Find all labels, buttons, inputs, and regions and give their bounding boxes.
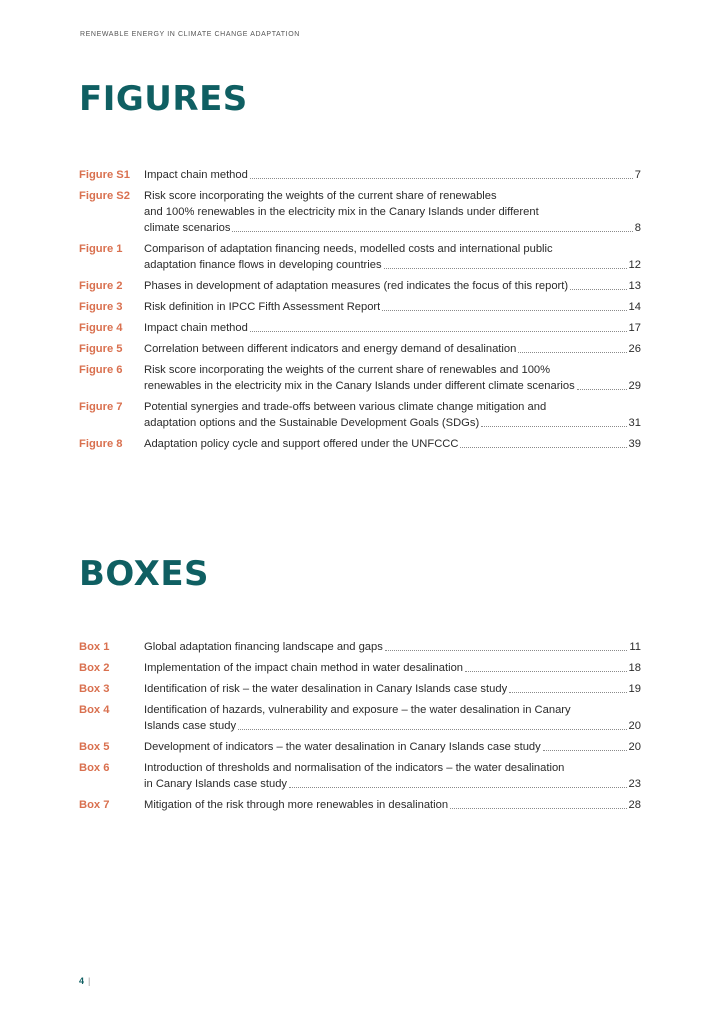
- dot-leader: [509, 692, 626, 693]
- figure-title-line: Correlation between different indicators and energy demand of desalination: [144, 343, 517, 355]
- figure-label: Figure 7: [79, 401, 123, 413]
- box-label: Box 3: [79, 683, 110, 695]
- box-entry[interactable]: [79, 702, 641, 734]
- figure-entry[interactable]: [79, 320, 641, 336]
- figure-label: Figure 3: [79, 301, 123, 313]
- box-page-number: 18: [628, 662, 641, 674]
- box-title-line: Identification of risk – the water desalination in Canary Islands case study: [144, 683, 508, 695]
- box-leader-line: [144, 776, 641, 792]
- figure-page-number: 13: [628, 280, 641, 292]
- dot-leader: [577, 389, 627, 390]
- figures-list: [79, 167, 641, 457]
- figure-page-number: 14: [628, 301, 641, 313]
- figure-entry[interactable]: [79, 167, 641, 183]
- figures-heading: FIGURES: [79, 79, 248, 119]
- box-label: Box 5: [79, 741, 110, 753]
- figure-label: Figure 6: [79, 364, 123, 376]
- figure-leader-line: [144, 378, 641, 394]
- figure-label: Figure 8: [79, 438, 123, 450]
- figure-title-line: Risk score incorporating the weights of the current share of renewables: [144, 190, 497, 202]
- box-page-number: 19: [628, 683, 641, 695]
- dot-leader: [543, 750, 627, 751]
- figure-entry[interactable]: [79, 399, 641, 431]
- box-title: [144, 739, 641, 755]
- figure-title: [144, 399, 641, 431]
- footer-separator: |: [88, 976, 91, 986]
- box-title: [144, 760, 641, 792]
- box-title-line: in Canary Islands case study: [144, 778, 288, 790]
- figure-title-line: Phases in development of adaptation measures (red indicates the focus of this report): [144, 280, 569, 292]
- box-entry[interactable]: [79, 760, 641, 792]
- figure-leader-line: [144, 320, 641, 336]
- figure-leader-line: [144, 341, 641, 357]
- figure-leader-line: [144, 299, 641, 315]
- dot-leader: [385, 650, 628, 651]
- figure-title-line: adaptation options and the Sustainable Development Goals (SDGs): [144, 417, 480, 429]
- figure-title: [144, 320, 641, 336]
- figure-title: [144, 362, 641, 394]
- box-page-number: 20: [628, 741, 641, 753]
- figure-title-line: Potential synergies and trade-offs between various climate change mitigation and: [144, 401, 547, 413]
- box-title-line: Implementation of the impact chain method in water desalination: [144, 662, 464, 674]
- figure-leader-line: [144, 415, 641, 431]
- figure-entry[interactable]: [79, 188, 641, 236]
- figure-title-line: and 100% renewables in the electricity mix in the Canary Islands under different: [144, 206, 539, 218]
- figure-entry[interactable]: [79, 241, 641, 273]
- box-title: [144, 639, 641, 655]
- figure-title-line: Adaptation policy cycle and support offered under the UNFCCC: [144, 438, 459, 450]
- figure-page-number: 26: [628, 343, 641, 355]
- box-entry[interactable]: [79, 660, 641, 676]
- figure-page-number: 39: [628, 438, 641, 450]
- figure-title: [144, 299, 641, 315]
- figure-page-number: 31: [628, 417, 641, 429]
- figure-entry[interactable]: [79, 436, 641, 452]
- figure-title: [144, 278, 641, 294]
- dot-leader: [238, 729, 627, 730]
- dot-leader: [382, 310, 626, 311]
- box-title-line: Introduction of thresholds and normalisation of the indicators – the water desalination: [144, 762, 565, 774]
- box-leader-line: [144, 681, 641, 697]
- box-label: Box 4: [79, 704, 110, 716]
- box-title: [144, 681, 641, 697]
- figure-page-number: 8: [634, 222, 641, 234]
- page-number: 4: [79, 976, 85, 986]
- boxes-heading: BOXES: [79, 554, 210, 594]
- box-entry[interactable]: [79, 797, 641, 813]
- dot-leader: [450, 808, 626, 809]
- figure-title: [144, 241, 641, 273]
- box-leader-line: [144, 639, 641, 655]
- figure-label: Figure 1: [79, 243, 123, 255]
- figure-leader-line: [144, 167, 641, 183]
- page-footer: [79, 976, 90, 986]
- box-leader-line: [144, 739, 641, 755]
- box-leader-line: [144, 797, 641, 813]
- dot-leader: [232, 231, 632, 232]
- box-page-number: 11: [629, 641, 641, 653]
- dot-leader: [465, 671, 627, 672]
- box-entry[interactable]: [79, 739, 641, 755]
- figure-page-number: 29: [628, 380, 641, 392]
- figure-title: [144, 341, 641, 357]
- figure-entry[interactable]: [79, 341, 641, 357]
- figure-leader-line: [144, 278, 641, 294]
- dot-leader: [481, 426, 626, 427]
- dot-leader: [570, 289, 626, 290]
- box-label: Box 1: [79, 641, 110, 653]
- dot-leader: [250, 178, 633, 179]
- box-title-line: Identification of hazards, vulnerability and exposure – the water desalination in Canary: [144, 704, 571, 716]
- box-leader-line: [144, 660, 641, 676]
- running-header: RENEWABLE ENERGY IN CLIMATE CHANGE ADAPTATION: [80, 31, 300, 38]
- figure-page-number: 7: [634, 169, 641, 181]
- figure-title: [144, 436, 641, 452]
- box-leader-line: [144, 718, 641, 734]
- box-title: [144, 702, 641, 734]
- box-page-number: 23: [628, 778, 641, 790]
- dot-leader: [289, 787, 627, 788]
- figure-leader-line: [144, 257, 641, 273]
- figure-leader-line: [144, 436, 641, 452]
- dot-leader: [460, 447, 626, 448]
- box-label: Box 7: [79, 799, 110, 811]
- figure-label: Figure S1: [79, 169, 130, 181]
- figure-title-line: climate scenarios: [144, 222, 231, 234]
- figure-title-line: Impact chain method: [144, 169, 248, 181]
- figure-title-line: Comparison of adaptation financing needs, modelled costs and international public: [144, 243, 553, 255]
- figure-page-number: 17: [628, 322, 641, 334]
- box-title: [144, 660, 641, 676]
- figure-title-line: Impact chain method: [144, 322, 248, 334]
- figure-entry[interactable]: [79, 278, 641, 294]
- box-entry[interactable]: [79, 639, 641, 655]
- box-title: [144, 797, 641, 813]
- figure-title: [144, 188, 641, 236]
- figure-title-line: Risk score incorporating the weights of the current share of renewables and 100%: [144, 364, 551, 376]
- figure-label: Figure 4: [79, 322, 123, 334]
- figure-title-line: adaptation finance flows in developing countries: [144, 259, 382, 271]
- figure-entry[interactable]: [79, 362, 641, 394]
- box-page-number: 20: [628, 720, 641, 732]
- dot-leader: [518, 352, 626, 353]
- boxes-list: [79, 639, 641, 818]
- figure-entry[interactable]: [79, 299, 641, 315]
- box-title-line: Mitigation of the risk through more renewables in desalination: [144, 799, 449, 811]
- figure-leader-line: [144, 220, 641, 236]
- dot-leader: [384, 268, 627, 269]
- figure-label: Figure 5: [79, 343, 123, 355]
- figure-label: Figure S2: [79, 190, 130, 202]
- box-page-number: 28: [628, 799, 641, 811]
- dot-leader: [250, 331, 627, 332]
- box-entry[interactable]: [79, 681, 641, 697]
- figure-title: [144, 167, 641, 183]
- figure-title-line: renewables in the electricity mix in the Canary Islands under different climate scenarios: [144, 380, 575, 392]
- figure-title-line: Risk definition in IPCC Fifth Assessment Report: [144, 301, 381, 313]
- box-label: Box 6: [79, 762, 110, 774]
- box-title-line: Islands case study: [144, 720, 237, 732]
- box-label: Box 2: [79, 662, 110, 674]
- box-title-line: Global adaptation financing landscape and gaps: [144, 641, 383, 653]
- figure-page-number: 12: [628, 259, 641, 271]
- box-title-line: Development of indicators – the water desalination in Canary Islands case study: [144, 741, 541, 753]
- figure-label: Figure 2: [79, 280, 123, 292]
